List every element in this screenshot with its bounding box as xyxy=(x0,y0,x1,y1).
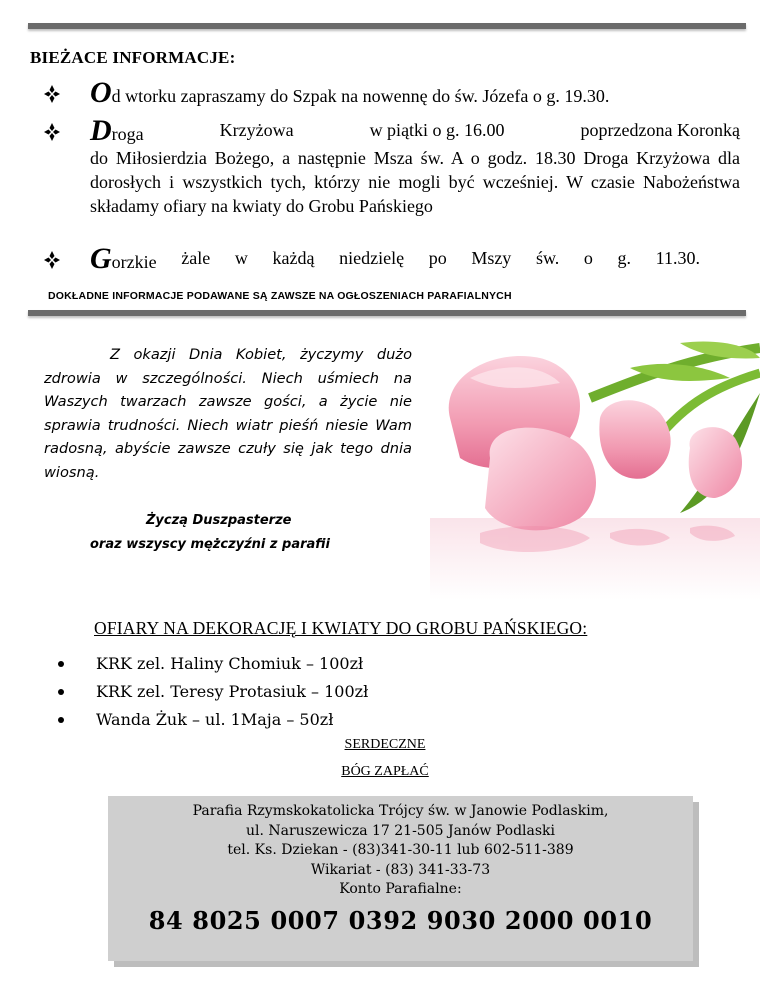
top-divider xyxy=(28,23,746,29)
bullet-text-part: w piątki o g. 16.00 xyxy=(369,120,505,140)
parish-phone: tel. Ks. Dziekan - (83)341-30-11 lub 602-511-389 xyxy=(227,842,574,858)
bullet-text-part: g. xyxy=(617,248,632,268)
bullet-text-part: 11.30. xyxy=(655,248,700,268)
parish-address: ul. Naruszewicza 17 21-505 Janów Podlaski xyxy=(245,822,556,839)
thanks-line: SERDECZNE xyxy=(344,737,426,752)
section-title: BIEŻACE INFORMACJE: xyxy=(30,48,236,67)
account-label: Konto Parafialne: xyxy=(339,881,462,897)
drop-initial: D xyxy=(90,114,112,147)
bullet-text-part: żale xyxy=(181,248,211,268)
bullet-text-part: Krzyżowa xyxy=(219,120,294,140)
diamond-bullet-icon xyxy=(44,250,80,270)
bullet-text-part: roga xyxy=(111,124,144,144)
bullet-text-part: niedzielę xyxy=(339,248,405,268)
womens-day-wishes: Z okazji Dnia Kobiet, życzymy dużo zdrowia w szczególności. Niech uśmiech na Waszych twarzach zawsze gości, a życie nie sprawia trudności. Niech wiatr pieśń niesie Wam radosną, abyście zawsze czuły się jak tego dnia wiosną. xyxy=(44,346,412,481)
parish-notice-note: DOKŁADNE INFORMACJE PODAWANE SĄ ZAWSZE NA OGŁOSZENIACH PARAFIALNYCH xyxy=(48,290,512,302)
bank-account-number: 84 8025 0007 0392 9030 2000 0010 xyxy=(148,905,653,935)
bullet-dot-icon xyxy=(58,717,64,723)
drop-initial: O xyxy=(90,76,112,109)
parish-contact-box xyxy=(108,796,693,961)
parish-name: Parafia Rzymskokatolicka Trójcy św. w Janowie Podlaskim, xyxy=(192,803,609,819)
wishes-signature: Życzą Duszpasterze xyxy=(146,513,292,528)
bullet-text-part: Mszy xyxy=(471,248,512,268)
bullet-dot-icon xyxy=(58,661,64,667)
bullet-text-part: o xyxy=(583,248,593,268)
tulips-image xyxy=(430,338,760,600)
bullet-text-part: w xyxy=(234,248,248,268)
bullet-dot-icon xyxy=(58,689,64,695)
bullet-text: do Miłosierdzia Bożego, a następnie Msza św. A o godz. 18.30 Droga Krzyżowa dla dorosłych i wszystkich tych, którzy nie mogli być wcześniej. W czasie Nabożeństwa składamy ofiary na kwiaty do Grobu Pańskiego xyxy=(90,148,740,216)
bullet-text-part: św. xyxy=(535,248,560,268)
bullet-text-part: po xyxy=(428,248,447,268)
drop-initial: G xyxy=(90,242,112,275)
wishes-signature: oraz wszyscy mężczyźni z parafii xyxy=(90,537,330,552)
donations-title: OFIARY NA DEKORACJĘ I KWIATY DO GROBU PAŃSKIEGO: xyxy=(94,618,588,638)
vicar-phone: Wikariat - (83) 341-33-73 xyxy=(310,861,491,878)
bullet-text-part: orzkie xyxy=(111,252,157,272)
diamond-bullet-icon xyxy=(44,84,80,104)
middle-divider xyxy=(28,310,746,316)
bullet-text: d wtorku zapraszamy do Szpak na nowennę do św. Józefa o g. 19.30. xyxy=(111,86,610,106)
bullet-text-part: poprzedzona Koronką xyxy=(580,120,740,140)
thanks-line: BÓG ZAPŁAĆ xyxy=(341,764,429,779)
diamond-bullet-icon xyxy=(44,122,80,142)
bullet-text-part: każdą xyxy=(272,248,315,268)
